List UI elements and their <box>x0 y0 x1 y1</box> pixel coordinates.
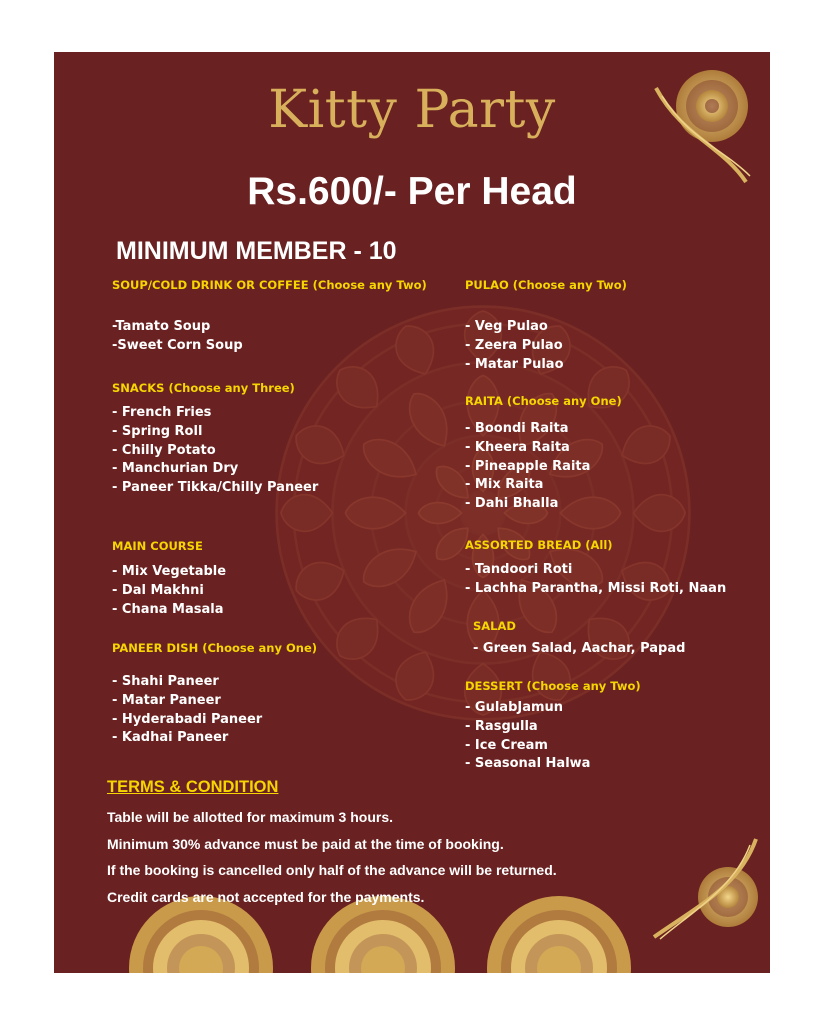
section-title: PANEER DISH <box>112 641 199 655</box>
list-item: - Tandoori Roti <box>465 562 573 577</box>
section-heading-paneer <box>112 641 317 655</box>
section-note: (Choose any One) <box>202 641 318 655</box>
menu-poster <box>54 52 770 973</box>
terms-list <box>107 804 557 910</box>
list-item: - Chilly Potato <box>112 442 216 458</box>
menu-list-raita <box>465 420 590 514</box>
list-item: - Spring Roll <box>112 423 203 439</box>
list-item: - Dahi Bhalla <box>465 496 559 512</box>
list-item: - GulabJamun <box>465 700 564 715</box>
section-heading-dessert <box>465 679 641 693</box>
section-heading-soup <box>112 278 427 292</box>
corner-mandala-icon <box>650 835 760 945</box>
section-note: (Choose any Two) <box>512 278 627 292</box>
list-item: - Chana Masala <box>112 601 224 617</box>
list-item: - Kadhai Paneer <box>112 730 229 746</box>
list-item: - Ice Cream <box>465 737 548 753</box>
section-title: SALAD <box>473 619 516 633</box>
terms-item: If the booking is cancelled only half of the advance will be returned. <box>107 862 557 878</box>
terms-item: Minimum 30% advance must be paid at the time of booking. <box>107 835 504 852</box>
menu-list-main-course <box>112 563 226 619</box>
list-item: - Boondi Raita <box>465 421 569 436</box>
list-item: - Mix Vegetable <box>112 564 227 579</box>
menu-list-pulao <box>465 318 564 374</box>
section-heading-salad <box>473 619 516 633</box>
list-item: - Lachha Parantha, Missi Roti, Naan <box>465 580 727 596</box>
section-title: PULAO <box>465 278 509 292</box>
list-item: - Dal Makhni <box>112 582 204 598</box>
list-item: - Matar Paneer <box>112 692 221 708</box>
page-title: Kitty Party <box>268 80 556 140</box>
section-title: SNACKS <box>112 381 165 395</box>
list-item: - Manchurian Dry <box>112 461 239 477</box>
list-item: - Mix Raita <box>465 477 544 493</box>
section-heading-pulao <box>465 278 627 292</box>
menu-list-snacks <box>112 404 318 498</box>
section-heading-snacks <box>112 381 295 395</box>
terms-heading: TERMS & CONDITION <box>107 778 279 796</box>
section-note: (Choose any Two) <box>312 278 427 292</box>
menu-list-dessert <box>465 699 590 774</box>
section-note: (Choose any Three) <box>168 381 295 395</box>
section-title: RAITA <box>465 394 503 408</box>
section-heading-raita <box>465 394 622 408</box>
list-item: - Seasonal Halwa <box>465 756 591 772</box>
terms-item: Credit cards are not accepted for the payments. <box>107 888 425 905</box>
list-item: - Green Salad, Aachar, Papad <box>473 641 686 656</box>
list-item: -Sweet Corn Soup <box>112 337 243 353</box>
section-title: ASSORTED BREAD <box>465 538 582 552</box>
menu-list-salad <box>473 640 685 659</box>
section-title: MAIN COURSE <box>112 539 203 553</box>
list-item: - Veg Pulao <box>465 319 548 334</box>
section-heading-main-course <box>112 539 203 553</box>
list-item: - French Fries <box>112 405 212 420</box>
section-note: (Choose any One) <box>506 394 622 408</box>
section-title: SOUP/COLD DRINK OR COFFEE <box>112 278 309 292</box>
section-note: (All) <box>585 538 613 552</box>
list-item: -Tamato Soup <box>112 319 211 334</box>
list-item: - Paneer Tikka/Chilly Paneer <box>112 480 319 496</box>
list-item: - Shahi Paneer <box>112 674 219 689</box>
list-item: - Kheera Raita <box>465 439 570 455</box>
list-item: - Rasgulla <box>465 718 538 734</box>
list-item: - Zeera Pulao <box>465 337 563 353</box>
list-item: - Matar Pulao <box>465 356 564 372</box>
section-heading-bread <box>465 538 613 552</box>
section-note: (Choose any Two) <box>526 679 641 693</box>
menu-list-paneer <box>112 673 262 748</box>
list-item: - Pineapple Raita <box>465 458 591 474</box>
menu-list-soup <box>112 318 243 356</box>
terms-item: Table will be allotted for maximum 3 hours. <box>107 809 394 825</box>
minimum-member: MINIMUM MEMBER - 10 <box>116 237 397 265</box>
menu-list-bread <box>465 561 726 599</box>
list-item: - Hyderabadi Paneer <box>112 711 263 727</box>
section-title: DESSERT <box>465 679 523 693</box>
price-per-head: Rs.600/- Per Head <box>247 170 577 213</box>
